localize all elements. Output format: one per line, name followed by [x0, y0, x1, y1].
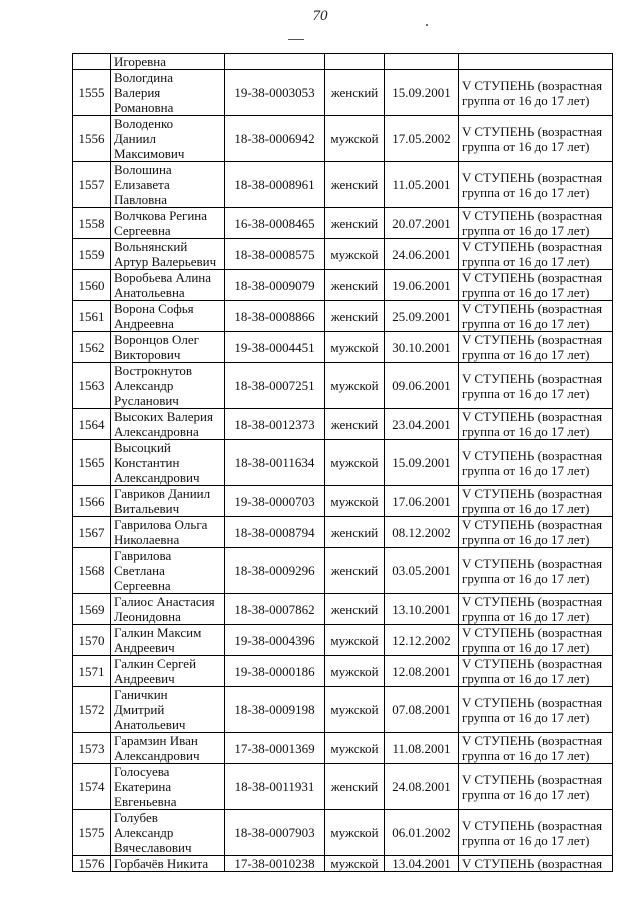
row-number-cell: 1557: [73, 162, 111, 208]
row-number-cell: 1568: [73, 548, 111, 594]
table-row: [73, 363, 613, 409]
table-row: [73, 625, 613, 656]
full-name-line: Александровна: [114, 424, 199, 439]
stage-group-line: группа от 16 до 17 лет): [462, 501, 590, 516]
full-name-line: Игоревна: [114, 54, 167, 69]
full-name-line: Воронцов Олег: [114, 332, 199, 347]
birth-date-cell: 13.10.2001: [385, 594, 459, 625]
stage-group-cell: [459, 548, 613, 594]
birth-date-cell: 07.08.2001: [385, 687, 459, 733]
full-name-line: Вольнянский: [114, 239, 188, 254]
full-name-line: Гаврилова Ольга: [114, 517, 208, 532]
full-name-line: Анатольевна: [114, 285, 185, 300]
full-name-cell: [111, 764, 225, 810]
full-name-line: Евгеньевна: [114, 794, 177, 809]
uin-cell: 18-38-0007862: [225, 594, 325, 625]
full-name-line: Александрович: [114, 748, 200, 763]
birth-date-cell: 06.01.2002: [385, 810, 459, 856]
table-row: [73, 440, 613, 486]
stage-group-line: V СТУПЕНЬ (возрастная: [462, 594, 603, 609]
birth-date-cell: 13.04.2001: [385, 856, 459, 872]
row-number-cell: 1560: [73, 270, 111, 301]
full-name-line: Светлана: [114, 563, 165, 578]
stage-group-line: группа от 16 до 17 лет): [462, 570, 590, 586]
stage-group-line: V СТУПЕНЬ (возрастная: [462, 301, 603, 316]
gender-cell: мужской: [325, 239, 385, 270]
stage-group-line: группа от 16 до 17 лет): [462, 347, 590, 362]
gender-cell: женский: [325, 548, 385, 594]
uin-cell: 18-38-0007903: [225, 810, 325, 856]
stage-group-line: V СТУПЕНЬ (возрастная: [462, 656, 603, 671]
uin-cell: 18-38-0008575: [225, 239, 325, 270]
row-number-cell: 1559: [73, 239, 111, 270]
full-name-line: Ворона Софья: [114, 301, 194, 316]
full-name-line: Андреевна: [114, 316, 174, 331]
full-name-line: Елизавета: [114, 177, 170, 192]
full-name-cell: [111, 733, 225, 764]
full-name-line: Николаевна: [114, 532, 180, 547]
stage-group-line: группа от 16 до 17 лет): [462, 254, 590, 269]
full-name-line: Гаврилова: [114, 548, 172, 563]
table-row: [73, 409, 613, 440]
stage-group-cell: [459, 440, 613, 486]
full-name-line: Дмитрий: [114, 702, 165, 717]
full-name-cell: [111, 239, 225, 270]
full-name-line: Голосуева: [114, 764, 170, 779]
full-name-line: Павловна: [114, 192, 167, 207]
gender-cell: мужской: [325, 116, 385, 162]
stage-group-cell: [459, 856, 613, 872]
full-name-cell: [111, 54, 225, 70]
gender-cell: мужской: [325, 332, 385, 363]
uin-cell: 18-38-0006942: [225, 116, 325, 162]
uin-cell: 19-38-0004451: [225, 332, 325, 363]
gender-cell: женский: [325, 162, 385, 208]
full-name-cell: [111, 332, 225, 363]
uin-cell: 19-38-0004396: [225, 625, 325, 656]
full-name-line: Александрович: [114, 470, 200, 485]
stage-group-line: V СТУПЕНЬ (возрастная: [462, 77, 603, 93]
row-number-cell: 1572: [73, 687, 111, 733]
stage-group-cell: [459, 733, 613, 764]
gender-cell: женский: [325, 270, 385, 301]
full-name-line: Даниил: [114, 131, 156, 146]
gender-cell: мужской: [325, 486, 385, 517]
row-number-cell: 1567: [73, 517, 111, 548]
stage-group-cell: [459, 239, 613, 270]
gender-cell: мужской: [325, 733, 385, 764]
full-name-line: Вячеславович: [114, 840, 192, 855]
table-row: [73, 856, 613, 872]
table-row: [73, 54, 613, 70]
full-name-line: Александр: [114, 825, 174, 840]
stage-group-line: V СТУПЕНЬ (возрастная: [462, 447, 603, 463]
gender-cell: женский: [325, 70, 385, 116]
full-name-line: Высоких Валерия: [114, 409, 213, 424]
birth-date-cell: 17.05.2002: [385, 116, 459, 162]
stage-group-cell: [459, 363, 613, 409]
full-name-line: Анатольевич: [114, 717, 186, 732]
uin-cell: 18-38-0011634: [225, 440, 325, 486]
uin-cell: 18-38-0009198: [225, 687, 325, 733]
full-name-cell: [111, 548, 225, 594]
row-number-cell: 1576: [73, 856, 111, 872]
full-name-line: Витальевич: [114, 501, 180, 516]
row-number-cell: 1563: [73, 363, 111, 409]
stage-group-cell: [459, 270, 613, 301]
full-name-cell: [111, 70, 225, 116]
full-name-line: Володенко: [114, 116, 174, 131]
full-name-line: Воробьева Алина: [114, 270, 212, 285]
row-number-cell: 1570: [73, 625, 111, 656]
stage-group-line: группа от 16 до 17 лет): [462, 316, 590, 331]
birth-date-cell: 12.12.2002: [385, 625, 459, 656]
table-row: [73, 301, 613, 332]
full-name-cell: [111, 486, 225, 517]
full-name-cell: [111, 409, 225, 440]
stage-group-cell: [459, 54, 613, 70]
table-row: [73, 486, 613, 517]
row-number-cell: 1575: [73, 810, 111, 856]
gender-cell: мужской: [325, 363, 385, 409]
gender-cell: женский: [325, 409, 385, 440]
row-number-cell: 1573: [73, 733, 111, 764]
full-name-line: Леонидовна: [114, 609, 181, 624]
stage-group-line: группа от 16 до 17 лет): [462, 786, 590, 802]
birth-date-cell: 23.04.2001: [385, 409, 459, 440]
gender-cell: женский: [325, 764, 385, 810]
full-name-line: Романовна: [114, 100, 174, 115]
row-number-cell: 1562: [73, 332, 111, 363]
full-name-line: Андреевич: [114, 640, 175, 655]
full-name-cell: [111, 517, 225, 548]
gender-cell: женский: [325, 301, 385, 332]
stage-group-line: V СТУПЕНЬ (возрастная: [462, 409, 603, 424]
full-name-line: Вологдина: [114, 70, 173, 85]
full-name-cell: [111, 856, 225, 872]
uin-cell: 18-38-0009296: [225, 548, 325, 594]
birth-date-cell: 25.09.2001: [385, 301, 459, 332]
stage-group-cell: [459, 594, 613, 625]
uin-cell: 17-38-0001369: [225, 733, 325, 764]
full-name-line: Гавриков Даниил: [114, 486, 211, 501]
stage-group-line: V СТУПЕНЬ (возрастная: [462, 270, 603, 285]
uin-cell: 19-38-0000186: [225, 656, 325, 687]
full-name-line: Гарамзин Иван: [114, 733, 198, 748]
full-name-line: Вострокнутов: [114, 363, 193, 378]
full-name-cell: [111, 301, 225, 332]
full-name-cell: [111, 116, 225, 162]
stage-group-cell: [459, 301, 613, 332]
table-row: [73, 517, 613, 548]
stage-group-line: V СТУПЕНЬ (возрастная: [462, 517, 603, 532]
stage-group-line: V СТУПЕНЬ (возрастная: [462, 208, 603, 223]
full-name-line: Сергеевна: [114, 578, 171, 593]
full-name-line: Галиос Анастасия: [114, 594, 215, 609]
stage-group-cell: [459, 409, 613, 440]
full-name-line: Валерия: [114, 85, 161, 100]
gender-cell: женский: [325, 517, 385, 548]
table-row: [73, 162, 613, 208]
stage-group-line: группа от 16 до 17 лет): [462, 671, 590, 686]
stage-group-cell: [459, 208, 613, 239]
birth-date-cell: 08.12.2002: [385, 517, 459, 548]
uin-cell: 18-38-0008794: [225, 517, 325, 548]
gender-cell: мужской: [325, 625, 385, 656]
birth-date-cell: 03.05.2001: [385, 548, 459, 594]
full-name-line: Андреевич: [114, 671, 175, 686]
table-row: [73, 733, 613, 764]
stage-group-line: V СТУПЕНЬ (возрастная: [462, 239, 603, 254]
stage-group-line: группа от 16 до 17 лет): [462, 424, 590, 439]
stage-group-line: группа от 16 до 17 лет): [462, 385, 590, 401]
table-row: [73, 764, 613, 810]
birth-date-cell: [385, 54, 459, 70]
birth-date-cell: 15.09.2001: [385, 440, 459, 486]
birth-date-cell: 19.06.2001: [385, 270, 459, 301]
gender-cell: мужской: [325, 856, 385, 872]
uin-cell: 18-38-0008961: [225, 162, 325, 208]
birth-date-cell: 17.06.2001: [385, 486, 459, 517]
uin-cell: 17-38-0010238: [225, 856, 325, 872]
full-name-line: Максимович: [114, 146, 185, 161]
uin-cell: 18-38-0007251: [225, 363, 325, 409]
row-number-cell: 1574: [73, 764, 111, 810]
birth-date-cell: 12.08.2001: [385, 656, 459, 687]
uin-cell: 18-38-0008866: [225, 301, 325, 332]
gender-cell: женский: [325, 208, 385, 239]
stage-group-cell: [459, 486, 613, 517]
stage-group-line: группа от 16 до 17 лет): [462, 138, 590, 154]
stage-group-line: группа от 16 до 17 лет): [462, 462, 590, 478]
stage-group-line: группа от 16 до 17 лет): [462, 285, 590, 300]
stage-group-cell: [459, 116, 613, 162]
birth-date-cell: 11.05.2001: [385, 162, 459, 208]
full-name-cell: [111, 162, 225, 208]
stage-group-line: V СТУПЕНЬ (возрастная: [462, 370, 603, 386]
table-row: [73, 116, 613, 162]
uin-cell: 16-38-0008465: [225, 208, 325, 239]
gender-cell: [325, 54, 385, 70]
row-number-cell: 1569: [73, 594, 111, 625]
stage-group-line: V СТУПЕНЬ (возрастная: [462, 771, 603, 787]
table-row: [73, 594, 613, 625]
full-name-line: Сергеевна: [114, 223, 171, 238]
stage-group-cell: [459, 70, 613, 116]
stage-group-cell: [459, 656, 613, 687]
full-name-cell: [111, 687, 225, 733]
stage-group-line: группа от 16 до 17 лет): [462, 640, 590, 655]
stage-group-line: V СТУПЕНЬ (возрастная: [462, 169, 603, 185]
full-name-line: Волошина: [114, 162, 172, 177]
row-number-cell: 1566: [73, 486, 111, 517]
row-number-cell: 1561: [73, 301, 111, 332]
full-name-cell: [111, 208, 225, 239]
birth-date-cell: 24.08.2001: [385, 764, 459, 810]
row-number-cell: 1565: [73, 440, 111, 486]
stage-group-line: V СТУПЕНЬ (возрастная: [462, 817, 603, 833]
stage-group-line: V СТУПЕНЬ (возрастная: [462, 625, 603, 640]
scan-artifact-dot: [426, 24, 428, 26]
stage-group-line: V СТУПЕНЬ (возрастная: [462, 856, 603, 871]
gender-cell: мужской: [325, 810, 385, 856]
stage-group-line: V СТУПЕНЬ (возрастная: [462, 733, 603, 748]
uin-cell: 18-38-0009079: [225, 270, 325, 301]
uin-cell: 18-38-0011931: [225, 764, 325, 810]
birth-date-cell: 24.06.2001: [385, 239, 459, 270]
full-name-line: Галкин Максим: [114, 625, 202, 640]
full-name-line: Галкин Сергей: [114, 656, 197, 671]
row-number-cell: 1571: [73, 656, 111, 687]
full-name-line: Русланович: [114, 393, 179, 408]
birth-date-cell: 30.10.2001: [385, 332, 459, 363]
row-number-cell: [73, 54, 111, 70]
stage-group-line: группа от 16 до 17 лет): [462, 184, 590, 200]
birth-date-cell: 20.07.2001: [385, 208, 459, 239]
full-name-line: Высоцкий: [114, 440, 171, 455]
table-row: [73, 208, 613, 239]
table-row: [73, 70, 613, 116]
participants-table: [72, 53, 613, 872]
row-number-cell: 1555: [73, 70, 111, 116]
stage-group-cell: [459, 810, 613, 856]
stage-group-line: группа от 16 до 17 лет): [462, 709, 590, 725]
scan-artifact-mark: [288, 39, 304, 40]
page-number: 70: [312, 8, 328, 24]
full-name-line: Александр: [114, 378, 174, 393]
table-row: [73, 239, 613, 270]
stage-group-line: группа от 16 до 17 лет): [462, 609, 590, 624]
table-row: [73, 332, 613, 363]
uin-cell: 19-38-0003053: [225, 70, 325, 116]
table-row: [73, 656, 613, 687]
full-name-line: Ганичкин: [114, 687, 168, 702]
gender-cell: мужской: [325, 440, 385, 486]
stage-group-line: группа от 16 до 17 лет): [462, 223, 590, 238]
uin-cell: 18-38-0012373: [225, 409, 325, 440]
stage-group-cell: [459, 687, 613, 733]
stage-group-line: V СТУПЕНЬ (возрастная: [462, 555, 603, 571]
row-number-cell: 1556: [73, 116, 111, 162]
stage-group-line: V СТУПЕНЬ (возрастная: [462, 694, 603, 710]
table-row: [73, 687, 613, 733]
table-row: [73, 548, 613, 594]
full-name-line: Екатерина: [114, 779, 172, 794]
gender-cell: женский: [325, 594, 385, 625]
birth-date-cell: 11.08.2001: [385, 733, 459, 764]
stage-group-line: V СТУПЕНЬ (возрастная: [462, 332, 603, 347]
stage-group-line: группа от 16 до 17 лет): [462, 832, 590, 848]
stage-group-line: V СТУПЕНЬ (возрастная: [462, 123, 603, 139]
full-name-cell: [111, 656, 225, 687]
table-row: [73, 270, 613, 301]
birth-date-cell: 15.09.2001: [385, 70, 459, 116]
birth-date-cell: 09.06.2001: [385, 363, 459, 409]
stage-group-cell: [459, 332, 613, 363]
stage-group-line: группа от 16 до 17 лет): [462, 532, 590, 547]
row-number-cell: 1558: [73, 208, 111, 239]
row-number-cell: 1564: [73, 409, 111, 440]
full-name-cell: [111, 625, 225, 656]
full-name-line: Константин: [114, 455, 180, 470]
uin-cell: [225, 54, 325, 70]
full-name-cell: [111, 810, 225, 856]
full-name-line: Горбачёв Никита: [114, 856, 209, 871]
full-name-cell: [111, 363, 225, 409]
table-row: [73, 810, 613, 856]
full-name-line: Викторович: [114, 347, 181, 362]
table-body: [73, 54, 613, 872]
stage-group-cell: [459, 162, 613, 208]
stage-group-line: группа от 16 до 17 лет): [462, 92, 590, 108]
gender-cell: мужской: [325, 656, 385, 687]
stage-group-line: V СТУПЕНЬ (возрастная: [462, 486, 603, 501]
stage-group-cell: [459, 517, 613, 548]
full-name-cell: [111, 270, 225, 301]
uin-cell: 19-38-0000703: [225, 486, 325, 517]
stage-group-cell: [459, 764, 613, 810]
full-name-cell: [111, 594, 225, 625]
full-name-line: Волчкова Регина: [114, 208, 208, 223]
full-name-line: Артур Валерьевич: [114, 254, 217, 269]
stage-group-line: группа от 16 до 17 лет): [462, 748, 590, 763]
full-name-line: Голубев: [114, 810, 158, 825]
full-name-cell: [111, 440, 225, 486]
stage-group-cell: [459, 625, 613, 656]
gender-cell: мужской: [325, 687, 385, 733]
